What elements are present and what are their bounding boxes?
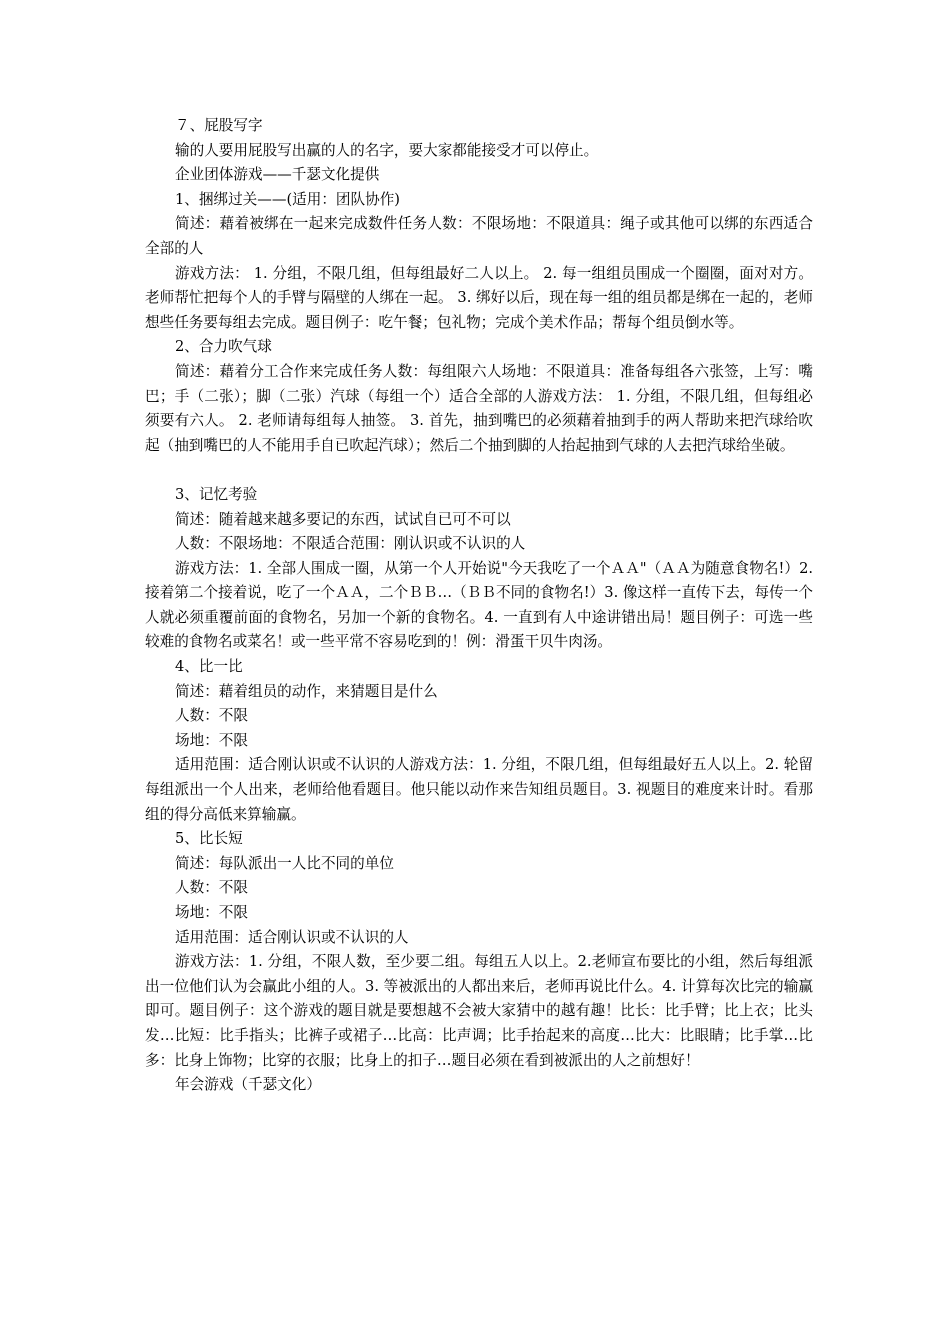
paragraph: 简述：每队派出一人比不同的单位 <box>175 854 394 872</box>
section-heading-compare: 5、比长短 <box>175 830 243 848</box>
paragraph: 游戏方法：1. 全部人围成一圈，从第一个人开始说"今天我吃了一个ＡＡ"（ＡＡ为随意食物名!）2. 接着第二个接着说，吃了一个ＡＡ，二个ＢＢ…（ＢＢ不同的食物名!）3. 像这样一直传下去，每传一个人就必须重覆前面的食物名，另加一个新的食物名。4. 一直到有人中途讲错出局！题目例子：可选一些较难的食物名或菜名！或一些平常不容易吃到的！例：滑蛋干贝牛肉汤。 <box>145 559 813 651</box>
paragraph: 简述：随着越来越多要记的东西，试试自已可不可以 <box>175 510 511 528</box>
section-heading-binding: 1、捆绑过关——(适用：团队协作) <box>175 190 400 208</box>
paragraph: 人数：不限 <box>175 879 248 897</box>
paragraph: 简述：藉着分工合作来完成任务人数：每组限六人场地：不限道具：准备每组各六张签，上写：嘴巴；手（二张）；脚（二张）汽球（每组一个）适合全部的人游戏方法： 1. 分组，不限几组，但每组必须要有六人。 2. 老师请每组每人抽签。 3. 首先，抽到嘴巴的必须藉着抽到手的两人帮助来把汽球给吹起（抽到嘴巴的人不能用手自已吹起汽球）；然后二个抽到脚的人抬起抽到气球的人去把汽球给坐破。 <box>145 362 813 454</box>
paragraph: 输的人要用屁股写出赢的人的名字，要大家都能接受才可以停止。 <box>175 141 599 159</box>
paragraph: 适用范围：适合刚认识或不认识的人游戏方法：1. 分组，不限几组，但每组最好五人以上。2. 轮留每组派出一个人出来，老师给他看题目。他只能以动作来告知组员题目。3. 视题目的难度来计时。看那组的得分高低来算输赢。 <box>145 756 813 823</box>
section-heading-balloon: 2、合力吹气球 <box>175 338 272 356</box>
section-heading-annual-games: 年会游戏（千瑟文化） <box>175 1076 321 1094</box>
paragraph: 人数：不限场地：不限适合范围：刚认识或不认识的人 <box>175 535 526 553</box>
paragraph: 简述：藉着组员的动作，来猜题目是什么 <box>175 682 438 700</box>
document-body <box>145 114 813 1098</box>
paragraph: 简述：藉着被绑在一起来完成数件任务人数：不限场地：不限道具：绳子或其他可以绑的东西适合全部的人 <box>145 215 813 257</box>
paragraph: 企业团体游戏——千瑟文化提供 <box>175 166 380 184</box>
section-heading-buttock-writing: ７、屁股写字 <box>175 117 263 134</box>
paragraph: 游戏方法： 1. 分组，不限几组，但每组最好二人以上。 2. 每一组组员围成一个圈圈，面对对方。老师帮忙把每个人的手臂与隔壁的人绑在一起。 3. 绑好以后，现在每一组的组员都是绑在一起的，老师想些任务要每组去完成。题目例子：吃午餐；包礼物；完成个美术作品；帮每个组员倒水等。 <box>145 264 813 331</box>
section-heading-memory: 3、记忆考验 <box>175 485 258 503</box>
paragraph: 适用范围：适合刚认识或不认识的人 <box>175 928 409 946</box>
paragraph: 游戏方法：1. 分组，不限人数，至少要二组。每组五人以上。2.老师宣布要比的小组，然后每组派出一位他们认为会赢此小组的人。3. 等被派出的人都出来后，老师再说比什么。4. 计算每次比完的输赢即可。题目例子：这个游戏的题目就是要想越不会被大家猜中的越有趣！比长：比手臂；比上衣；比头发…比短：比手指头；比裤子或裙子…比高：比声调；比手抬起来的高度…比大：比眼睛；比手掌…比多：比身上饰物；比穿的衣服；比身上的扣子…题目必须在看到被派出的人之前想好！ <box>145 953 813 1069</box>
section-heading-charades: 4、比一比 <box>175 658 243 676</box>
paragraph: 场地：不限 <box>175 731 248 749</box>
blank-line <box>145 458 813 483</box>
paragraph: 人数：不限 <box>175 707 248 725</box>
paragraph: 场地：不限 <box>175 904 248 921</box>
